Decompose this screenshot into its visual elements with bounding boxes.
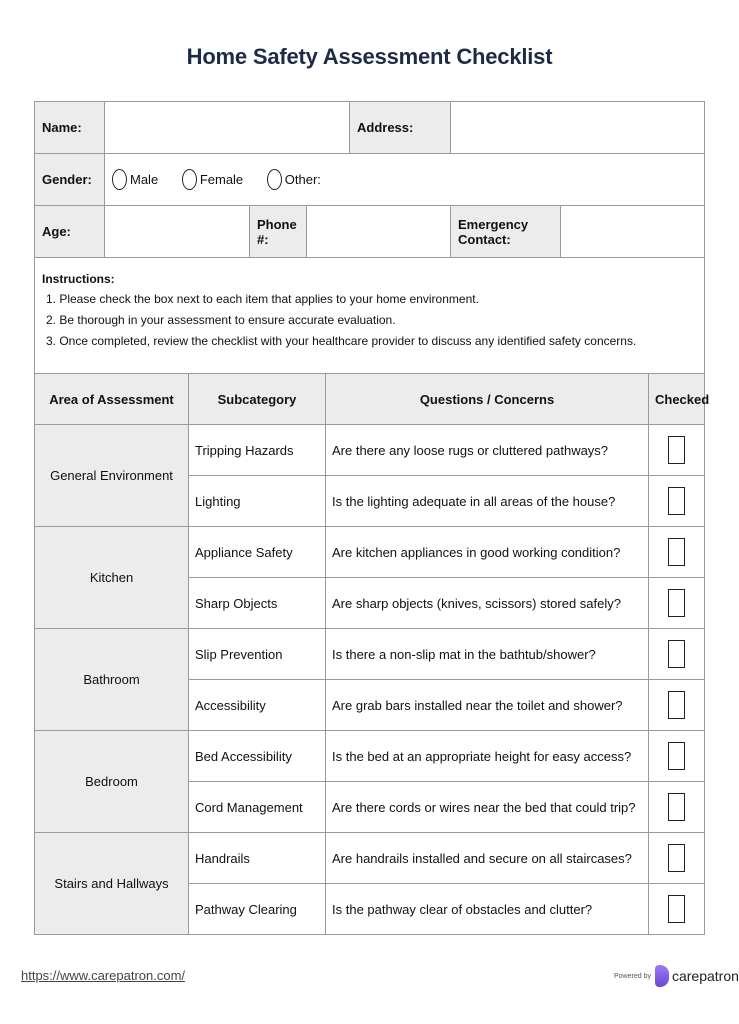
checked-cell (649, 680, 705, 731)
subcategory-cell: Appliance Safety (189, 527, 326, 578)
gender-option-male[interactable] (112, 169, 158, 190)
age-field[interactable] (105, 206, 250, 258)
gender-option-label: Male (130, 172, 159, 187)
question-cell: Are handrails installed and secure on all staircases? (326, 833, 649, 884)
checkbox[interactable] (668, 589, 685, 617)
question-cell: Is the bed at an appropriate height for easy access? (326, 731, 649, 782)
question-cell: Are there any loose rugs or cluttered pathways? (326, 425, 649, 476)
question-cell: Are grab bars installed near the toilet and shower? (326, 680, 649, 731)
age-label: Age: (35, 206, 105, 258)
subcategory-cell: Accessibility (189, 680, 326, 731)
carepatron-logo-icon (655, 965, 669, 987)
checked-cell (649, 425, 705, 476)
checked-cell (649, 833, 705, 884)
checked-cell (649, 731, 705, 782)
table-row (35, 629, 705, 680)
address-label: Address: (350, 102, 451, 154)
checked-cell (649, 629, 705, 680)
question-cell: Are sharp objects (knives, scissors) stored safely? (326, 578, 649, 629)
area-cell: Bathroom (35, 629, 189, 731)
emergency-contact-label: Emergency Contact: (451, 206, 561, 258)
subcategory-cell: Bed Accessibility (189, 731, 326, 782)
checkbox[interactable] (668, 487, 685, 515)
checkbox[interactable] (668, 538, 685, 566)
table-row (35, 833, 705, 884)
phone-field[interactable] (307, 206, 451, 258)
footer-link[interactable]: https://www.carepatron.com/ (21, 968, 186, 983)
gender-option-female[interactable] (182, 169, 243, 190)
table-row (35, 527, 705, 578)
instruction-item: 1. Please check the box next to each item that applies to your home environment. (46, 292, 479, 306)
area-cell: Kitchen (35, 527, 189, 629)
checkbox[interactable] (668, 436, 685, 464)
name-field[interactable] (105, 102, 350, 154)
checkbox[interactable] (668, 895, 685, 923)
area-cell: General Environment (35, 425, 189, 527)
name-label: Name: (35, 102, 105, 154)
column-header: Subcategory (189, 374, 326, 425)
question-cell: Is there a non-slip mat in the bathtub/shower? (326, 629, 649, 680)
instruction-item: 3. Once completed, review the checklist with your healthcare provider to discuss any identified safety concerns. (46, 334, 637, 348)
patient-info-table (34, 101, 705, 375)
instructions (35, 258, 705, 375)
column-header: Checked (649, 374, 705, 425)
checkbox[interactable] (668, 742, 685, 770)
table-row (35, 731, 705, 782)
gender-label: Gender: (35, 154, 105, 206)
radio-icon[interactable] (182, 169, 197, 190)
emergency-contact-field[interactable] (561, 206, 705, 258)
column-header: Area of Assessment (35, 374, 189, 425)
area-cell: Stairs and Hallways (35, 833, 189, 935)
brand-name: carepatron (671, 968, 739, 984)
brand-badge (614, 963, 739, 989)
table-row (35, 425, 705, 476)
gender-options (105, 154, 705, 206)
question-cell: Are there cords or wires near the bed that could trip? (326, 782, 649, 833)
subcategory-cell: Cord Management (189, 782, 326, 833)
checkbox[interactable] (668, 844, 685, 872)
address-field[interactable] (451, 102, 705, 154)
area-cell: Bedroom (35, 731, 189, 833)
subcategory-cell: Slip Prevention (189, 629, 326, 680)
page-title: Home Safety Assessment Checklist (186, 44, 553, 69)
question-cell: Is the lighting adequate in all areas of the house? (326, 476, 649, 527)
column-header: Questions / Concerns (326, 374, 649, 425)
gender-option-other[interactable] (267, 169, 321, 190)
question-cell: Is the pathway clear of obstacles and clutter? (326, 884, 649, 935)
checked-cell (649, 527, 705, 578)
subcategory-cell: Sharp Objects (189, 578, 326, 629)
subcategory-cell: Lighting (189, 476, 326, 527)
checkbox[interactable] (668, 691, 685, 719)
instructions-list (42, 292, 697, 348)
subcategory-cell: Tripping Hazards (189, 425, 326, 476)
powered-by-label: Powered by (614, 972, 651, 980)
subcategory-cell: Pathway Clearing (189, 884, 326, 935)
checkbox[interactable] (668, 640, 685, 668)
subcategory-cell: Handrails (189, 833, 326, 884)
checked-cell (649, 476, 705, 527)
checked-cell (649, 884, 705, 935)
radio-icon[interactable] (267, 169, 282, 190)
question-cell: Are kitchen appliances in good working condition? (326, 527, 649, 578)
instructions-heading: Instructions: (42, 272, 115, 286)
checked-cell (649, 782, 705, 833)
checked-cell (649, 578, 705, 629)
instruction-item: 2. Be thorough in your assessment to ensure accurate evaluation. (46, 313, 396, 327)
phone-label: Phone #: (250, 206, 307, 258)
gender-option-label: Female (199, 172, 244, 187)
radio-icon[interactable] (112, 169, 127, 190)
gender-option-label: Other: (284, 172, 321, 187)
checkbox[interactable] (668, 793, 685, 821)
assessment-table (34, 373, 710, 935)
